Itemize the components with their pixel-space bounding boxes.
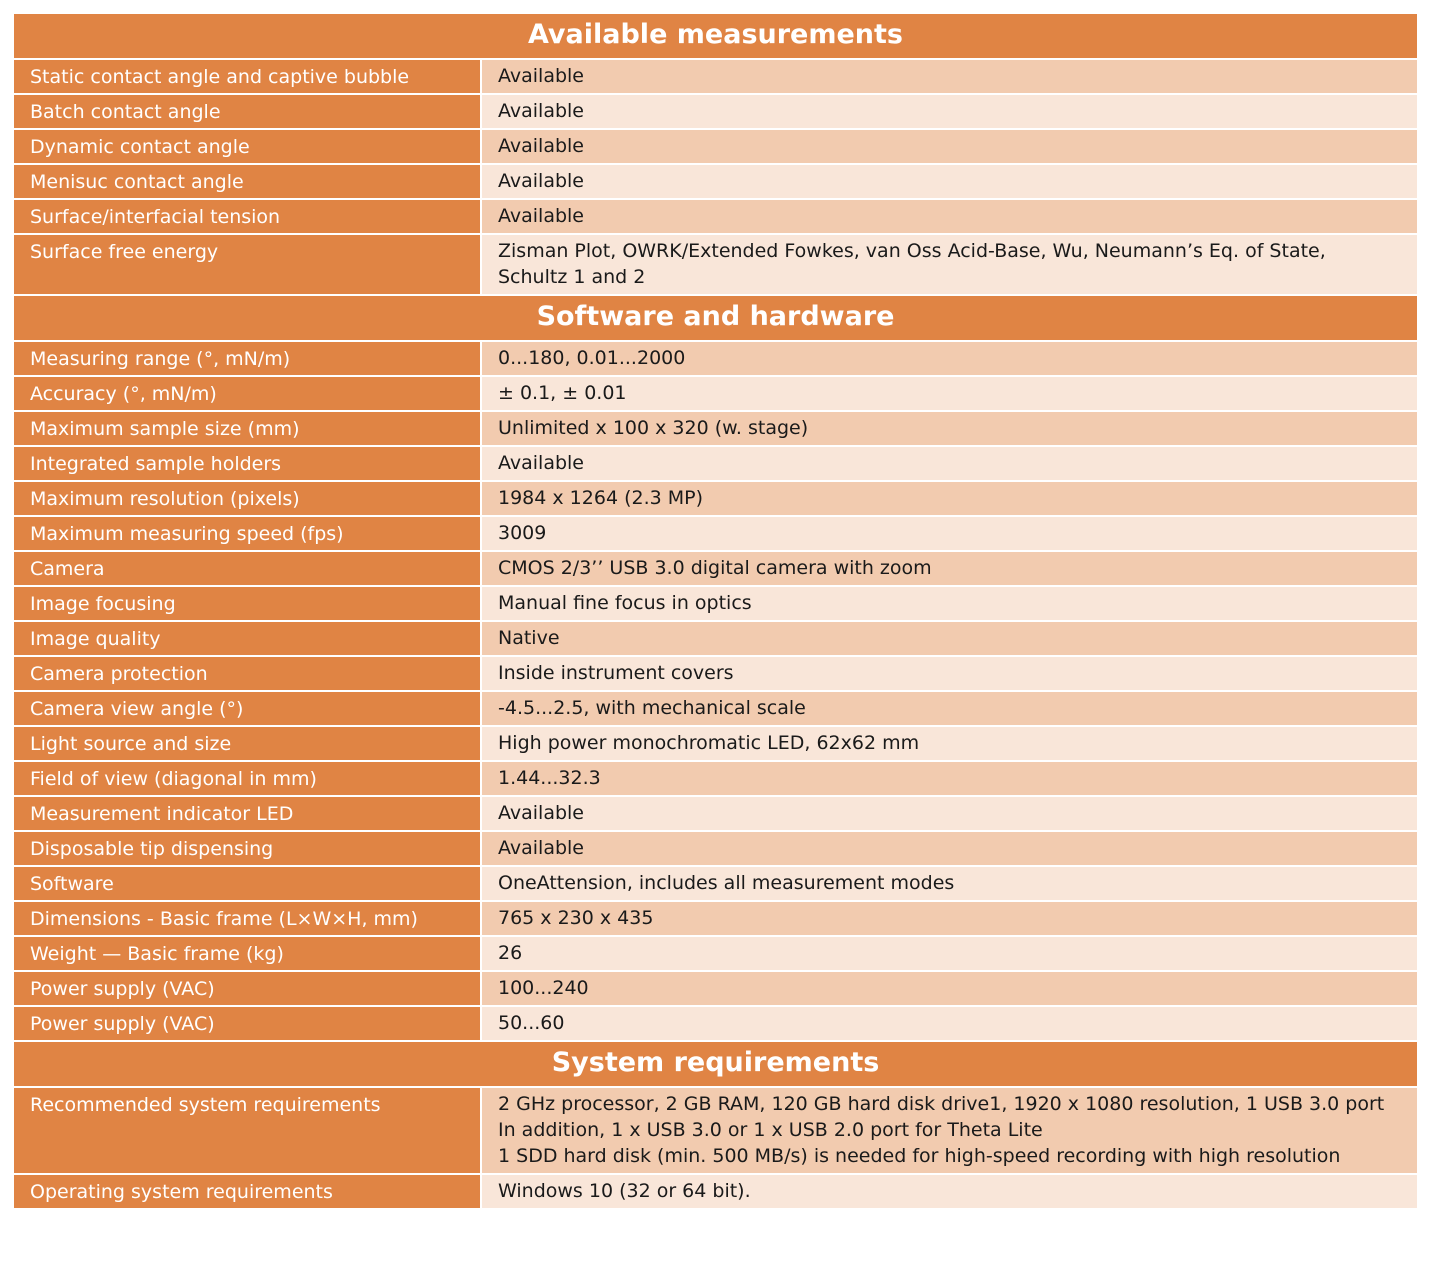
section-title: System requirements bbox=[13, 1041, 1418, 1087]
spec-value bbox=[481, 1006, 1418, 1041]
spec-label: Maximum resolution (pixels) bbox=[13, 481, 481, 516]
spec-value bbox=[481, 901, 1418, 936]
spec-row bbox=[13, 129, 1418, 164]
spec-row bbox=[13, 199, 1418, 234]
spec-row bbox=[13, 59, 1418, 94]
spec-value-line: Schultz 1 and 2 bbox=[498, 266, 646, 288]
spec-value-line: 1984 x 1264 (2.3 MP) bbox=[498, 487, 704, 509]
spec-value-line: 2 GHz processor, 2 GB RAM, 120 GB hard disk drive1, 1920 x 1080 resolution, 1 USB 3.0 port bbox=[498, 1093, 1385, 1115]
spec-row bbox=[13, 234, 1418, 295]
spec-body bbox=[13, 13, 1418, 1209]
spec-row bbox=[13, 656, 1418, 691]
spec-label: Recommended system requirements bbox=[13, 1087, 481, 1174]
spec-value-line: 50...60 bbox=[498, 1012, 565, 1034]
spec-value-line: Unlimited x 100 x 320 (w. stage) bbox=[498, 417, 809, 439]
spec-row bbox=[13, 411, 1418, 446]
spec-label: Dynamic contact angle bbox=[13, 129, 481, 164]
section-header-system-requirements bbox=[13, 1041, 1418, 1087]
spec-label: Operating system requirements bbox=[13, 1174, 481, 1209]
spec-label: Light source and size bbox=[13, 726, 481, 761]
spec-value-line: In addition, 1 x USB 3.0 or 1 x USB 2.0 port for Theta Lite bbox=[498, 1119, 1043, 1141]
spec-value-line: Available bbox=[498, 205, 585, 227]
spec-label: Field of view (diagonal in mm) bbox=[13, 761, 481, 796]
spec-value bbox=[481, 341, 1418, 376]
spec-value bbox=[481, 761, 1418, 796]
spec-value bbox=[481, 621, 1418, 656]
spec-value-line: 3009 bbox=[498, 522, 547, 544]
spec-value-line: Available bbox=[498, 135, 585, 157]
spec-value-line: Available bbox=[498, 837, 585, 859]
spec-value bbox=[481, 656, 1418, 691]
spec-value-line: Inside instrument covers bbox=[498, 662, 734, 684]
spec-value bbox=[481, 866, 1418, 901]
spec-value bbox=[481, 481, 1418, 516]
spec-row bbox=[13, 481, 1418, 516]
spec-row bbox=[13, 691, 1418, 726]
spec-value-line: 100...240 bbox=[498, 977, 589, 999]
spec-value-line: 1 SDD hard disk (min. 500 MB/s) is needed for high-speed recording with high resolution bbox=[498, 1145, 1341, 1167]
spec-row bbox=[13, 164, 1418, 199]
spec-value-line: Available bbox=[498, 802, 585, 824]
spec-label: Accuracy (°, mN/m) bbox=[13, 376, 481, 411]
spec-value bbox=[481, 199, 1418, 234]
spec-value-line: 26 bbox=[498, 942, 523, 964]
spec-value bbox=[481, 551, 1418, 586]
spec-label: Integrated sample holders bbox=[13, 446, 481, 481]
spec-value-line: 0...180, 0.01...2000 bbox=[498, 347, 686, 369]
section-title: Software and hardware bbox=[13, 295, 1418, 341]
section-header-available-measurements bbox=[13, 13, 1418, 59]
spec-value-line: -4.5...2.5, with mechanical scale bbox=[498, 697, 806, 719]
spec-value bbox=[481, 691, 1418, 726]
spec-value-line: 1.44...32.3 bbox=[498, 767, 601, 789]
spec-row bbox=[13, 551, 1418, 586]
spec-row bbox=[13, 971, 1418, 1006]
spec-label: Power supply (VAC) bbox=[13, 971, 481, 1006]
spec-value-line: Available bbox=[498, 452, 585, 474]
spec-value-line: ± 0.1, ± 0.01 bbox=[498, 382, 627, 404]
spec-value-line: Available bbox=[498, 170, 585, 192]
spec-row bbox=[13, 1006, 1418, 1041]
spec-value bbox=[481, 1174, 1418, 1209]
spec-label: Software bbox=[13, 866, 481, 901]
spec-value-line: 765 x 230 x 435 bbox=[498, 907, 654, 929]
section-title: Available measurements bbox=[13, 13, 1418, 59]
spec-row bbox=[13, 94, 1418, 129]
spec-value bbox=[481, 1087, 1418, 1174]
spec-value bbox=[481, 586, 1418, 621]
spec-value bbox=[481, 446, 1418, 481]
spec-value-line: Windows 10 (32 or 64 bit). bbox=[498, 1180, 751, 1202]
spec-value bbox=[481, 936, 1418, 971]
spec-label: Batch contact angle bbox=[13, 94, 481, 129]
spec-value bbox=[481, 971, 1418, 1006]
spec-label: Maximum sample size (mm) bbox=[13, 411, 481, 446]
spec-value bbox=[481, 796, 1418, 831]
spec-value-line: High power monochromatic LED, 62x62 mm bbox=[498, 732, 920, 754]
spec-label: Static contact angle and captive bubble bbox=[13, 59, 481, 94]
spec-label: Image focusing bbox=[13, 586, 481, 621]
spec-value bbox=[481, 831, 1418, 866]
spec-label: Menisuc contact angle bbox=[13, 164, 481, 199]
spec-value bbox=[481, 376, 1418, 411]
spec-label: Surface/interfacial tension bbox=[13, 199, 481, 234]
spec-value bbox=[481, 726, 1418, 761]
spec-value bbox=[481, 516, 1418, 551]
spec-label: Dimensions - Basic frame (L×W×H, mm) bbox=[13, 901, 481, 936]
spec-label: Camera bbox=[13, 551, 481, 586]
spec-label: Camera view angle (°) bbox=[13, 691, 481, 726]
spec-row bbox=[13, 936, 1418, 971]
spec-row bbox=[13, 516, 1418, 551]
spec-row bbox=[13, 1174, 1418, 1209]
spec-value bbox=[481, 164, 1418, 199]
spec-row bbox=[13, 866, 1418, 901]
spec-row bbox=[13, 761, 1418, 796]
spec-row bbox=[13, 1087, 1418, 1174]
spec-label: Surface free energy bbox=[13, 234, 481, 295]
spec-row bbox=[13, 726, 1418, 761]
spec-value-line: Available bbox=[498, 65, 585, 87]
spec-table bbox=[12, 12, 1419, 1210]
spec-row bbox=[13, 796, 1418, 831]
spec-value-line: OneAttension, includes all measurement modes bbox=[498, 872, 955, 894]
spec-row bbox=[13, 901, 1418, 936]
spec-label: Camera protection bbox=[13, 656, 481, 691]
spec-row bbox=[13, 586, 1418, 621]
spec-label: Measuring range (°, mN/m) bbox=[13, 341, 481, 376]
spec-row bbox=[13, 376, 1418, 411]
spec-label: Disposable tip dispensing bbox=[13, 831, 481, 866]
spec-value bbox=[481, 59, 1418, 94]
spec-value bbox=[481, 411, 1418, 446]
spec-value-line: Available bbox=[498, 100, 585, 122]
spec-value bbox=[481, 129, 1418, 164]
spec-label: Maximum measuring speed (fps) bbox=[13, 516, 481, 551]
spec-value-line: CMOS 2/3’’ USB 3.0 digital camera with zoom bbox=[498, 557, 932, 579]
spec-label: Power supply (VAC) bbox=[13, 1006, 481, 1041]
spec-label: Image quality bbox=[13, 621, 481, 656]
spec-value bbox=[481, 94, 1418, 129]
spec-value-line: Native bbox=[498, 627, 560, 649]
spec-label: Weight — Basic frame (kg) bbox=[13, 936, 481, 971]
spec-value-line: Zisman Plot, OWRK/Extended Fowkes, van Oss Acid-Base, Wu, Neumann’s Eq. of State, bbox=[498, 240, 1326, 262]
spec-row bbox=[13, 831, 1418, 866]
spec-row bbox=[13, 621, 1418, 656]
spec-label: Measurement indicator LED bbox=[13, 796, 481, 831]
spec-value-line: Manual fine focus in optics bbox=[498, 592, 752, 614]
spec-value bbox=[481, 234, 1418, 295]
spec-row bbox=[13, 341, 1418, 376]
spec-row bbox=[13, 446, 1418, 481]
section-header-software-and-hardware bbox=[13, 295, 1418, 341]
